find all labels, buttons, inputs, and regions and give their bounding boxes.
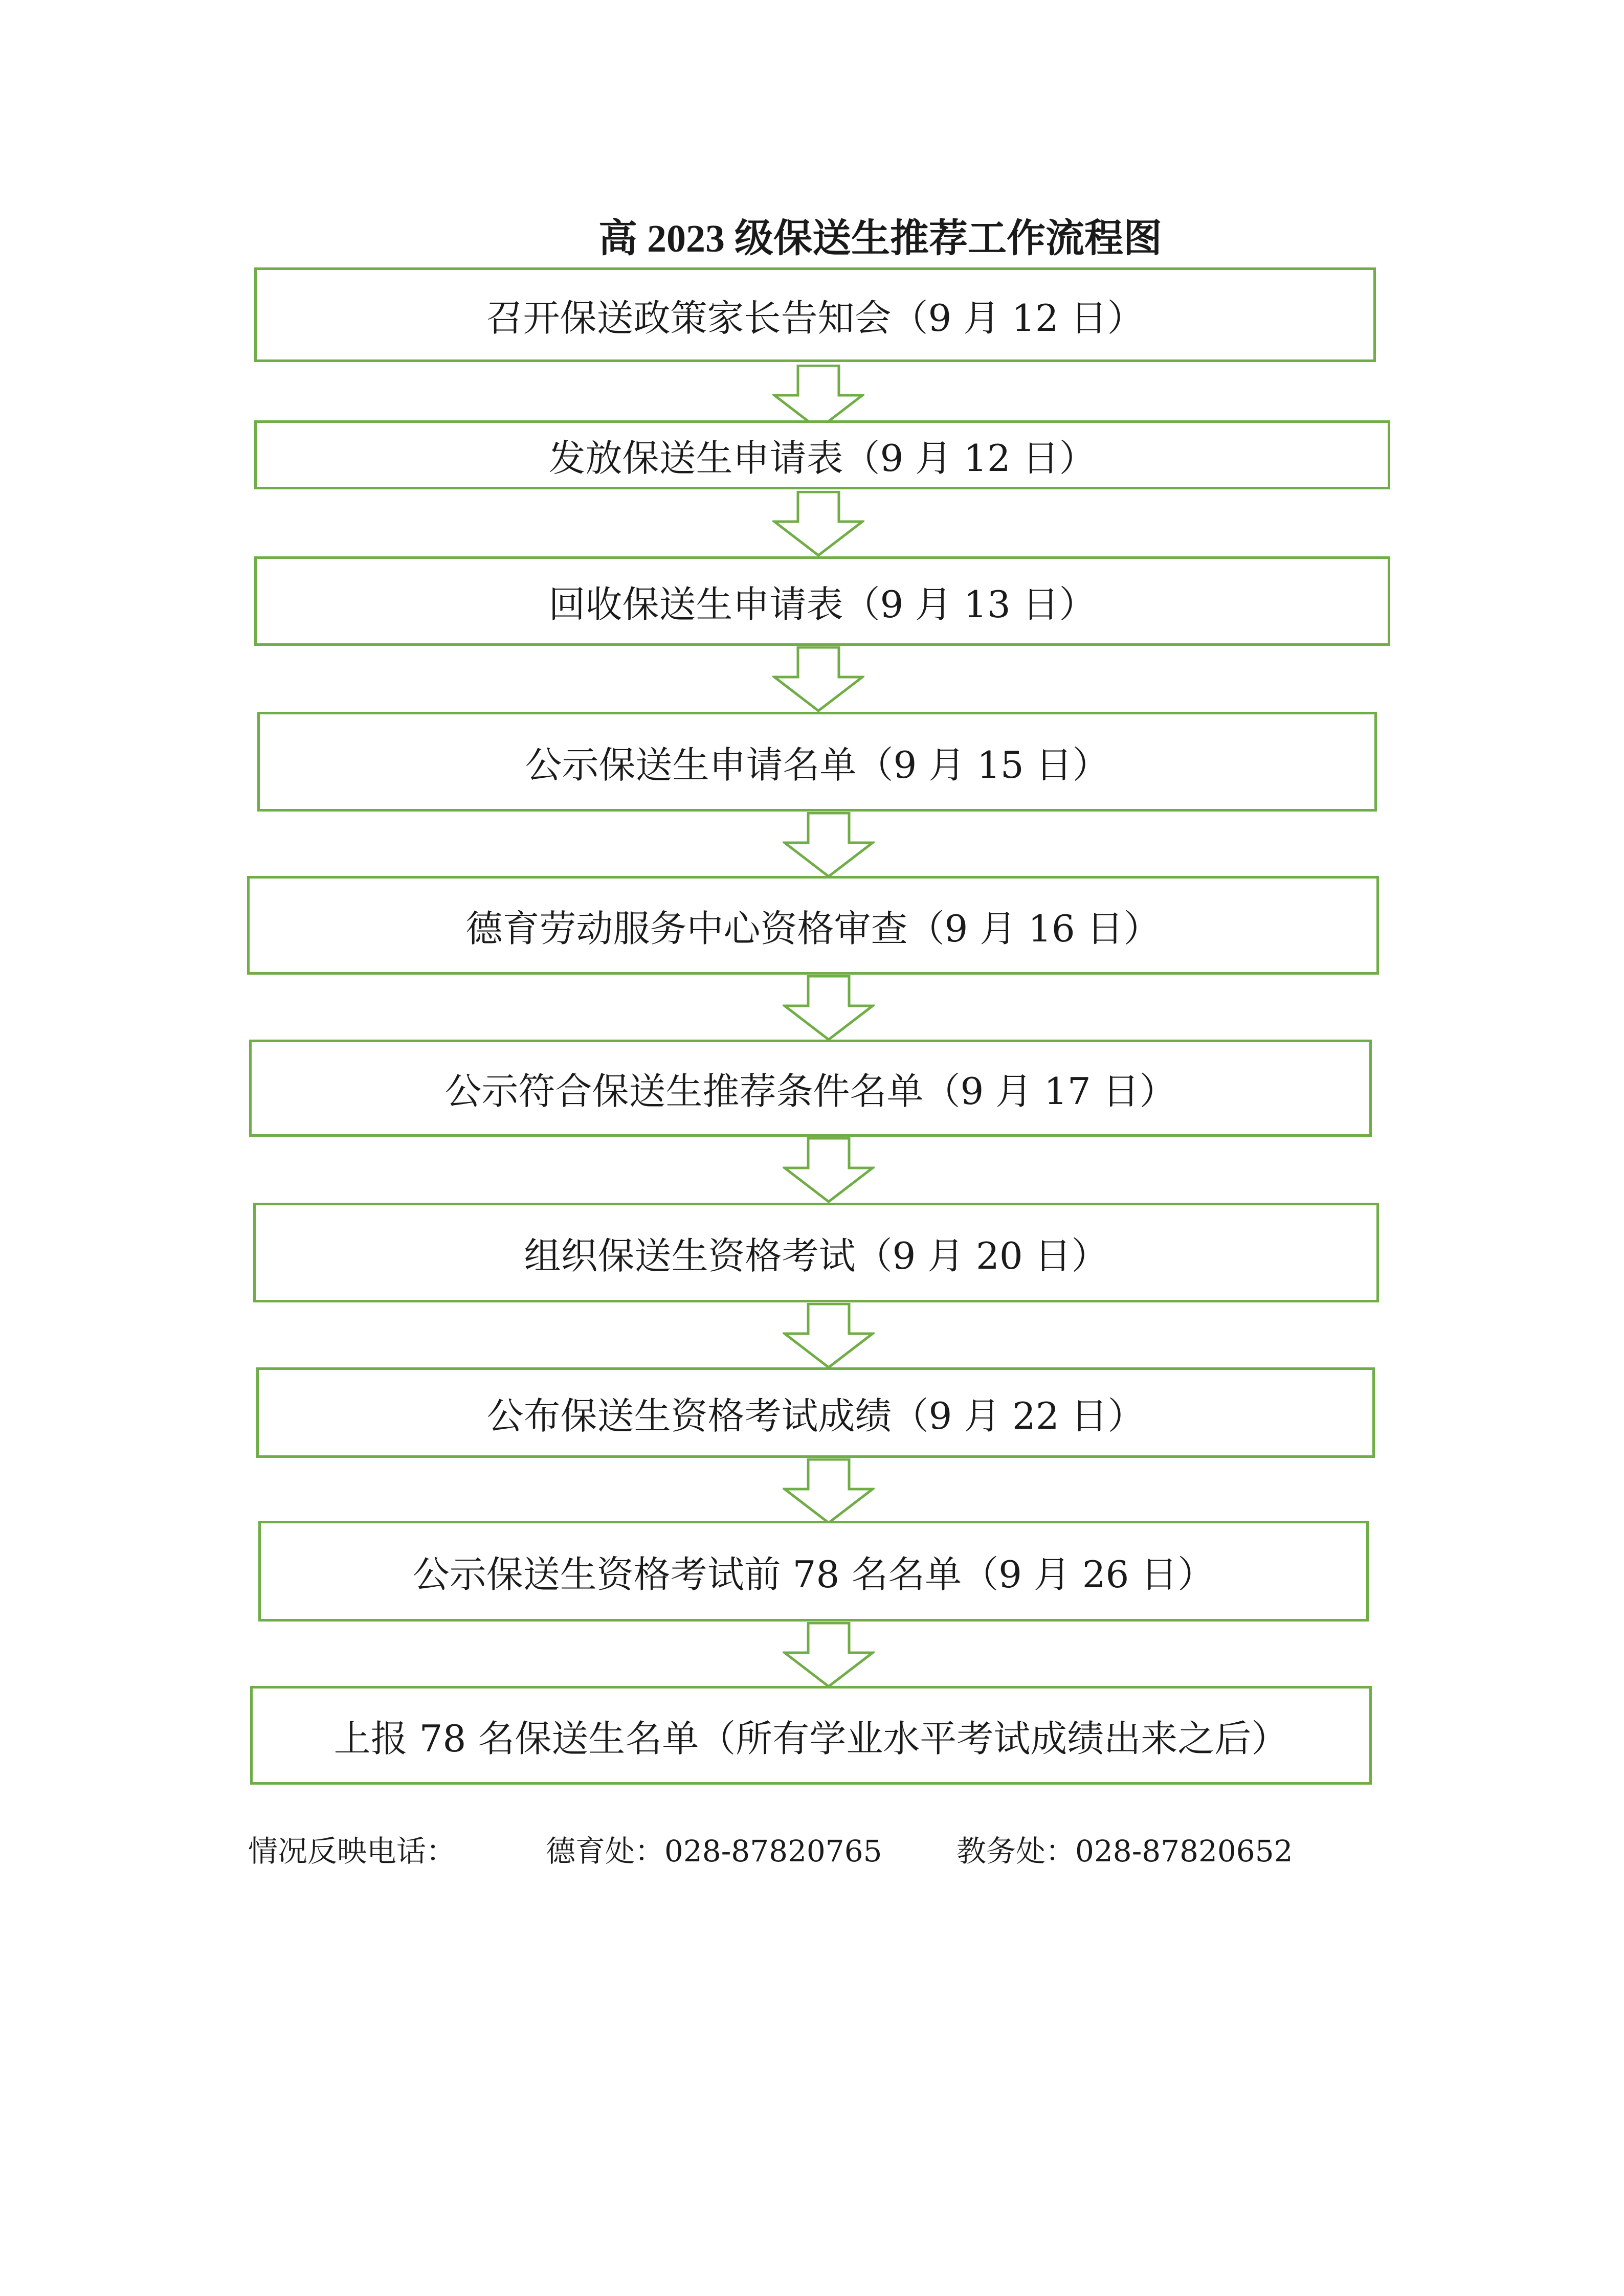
footer-deyu-phone: 德育处：028-87820765 [546,1834,882,1869]
flow-step-label: 公布保送生资格考试成绩（9 月 22 日） [486,1394,1145,1437]
flow-step-label: 公示保送生申请名单（9 月 15 日） [525,743,1109,786]
down-arrow-icon [783,1137,875,1204]
flow-step-label: 召开保送政策家长告知会（9 月 12 日） [486,296,1144,340]
flow-step-label: 德育劳动服务中心资格审查（9 月 16 日） [465,907,1161,950]
flow-step-label: 组织保送生资格考试（9 月 20 日） [524,1234,1108,1277]
down-arrow-icon [783,975,875,1042]
flow-step-7 [253,1203,1379,1302]
flow-step-2 [254,420,1390,489]
footer-contact-label: 情况反映电话： [248,1834,456,1869]
flow-step-label: 公示保送生资格考试前 78 名名单（9 月 26 日） [412,1552,1215,1596]
down-arrow-icon [783,812,875,879]
flow-step-9 [258,1521,1369,1622]
down-arrow-icon [783,1303,875,1369]
flow-step-4 [257,712,1377,812]
flow-step-label: 公示符合保送生推荐条件名单（9 月 17 日） [444,1070,1176,1113]
page-title: 高 2023 级保送生推荐工作流程图 [598,217,1162,260]
flow-step-5 [247,876,1379,975]
flow-step-3 [254,556,1390,646]
flow-step-8 [256,1367,1375,1458]
flow-step-1 [254,267,1376,362]
flow-step-label: 上报 78 名保送生名单（所有学业水平考试成绩出来之后） [333,1717,1288,1760]
flow-step-10 [250,1686,1372,1785]
down-arrow-icon [783,1458,875,1525]
flow-step-label: 发放保送生申请表（9 月 12 日） [548,436,1096,480]
down-arrow-icon [783,1622,875,1689]
flow-step-label: 回收保送生申请表（9 月 13 日） [548,582,1096,626]
down-arrow-icon [772,491,864,557]
footer-jiaowu-phone: 教务处：028-87820652 [956,1834,1293,1869]
down-arrow-icon [772,646,864,713]
flow-step-6 [249,1040,1372,1137]
